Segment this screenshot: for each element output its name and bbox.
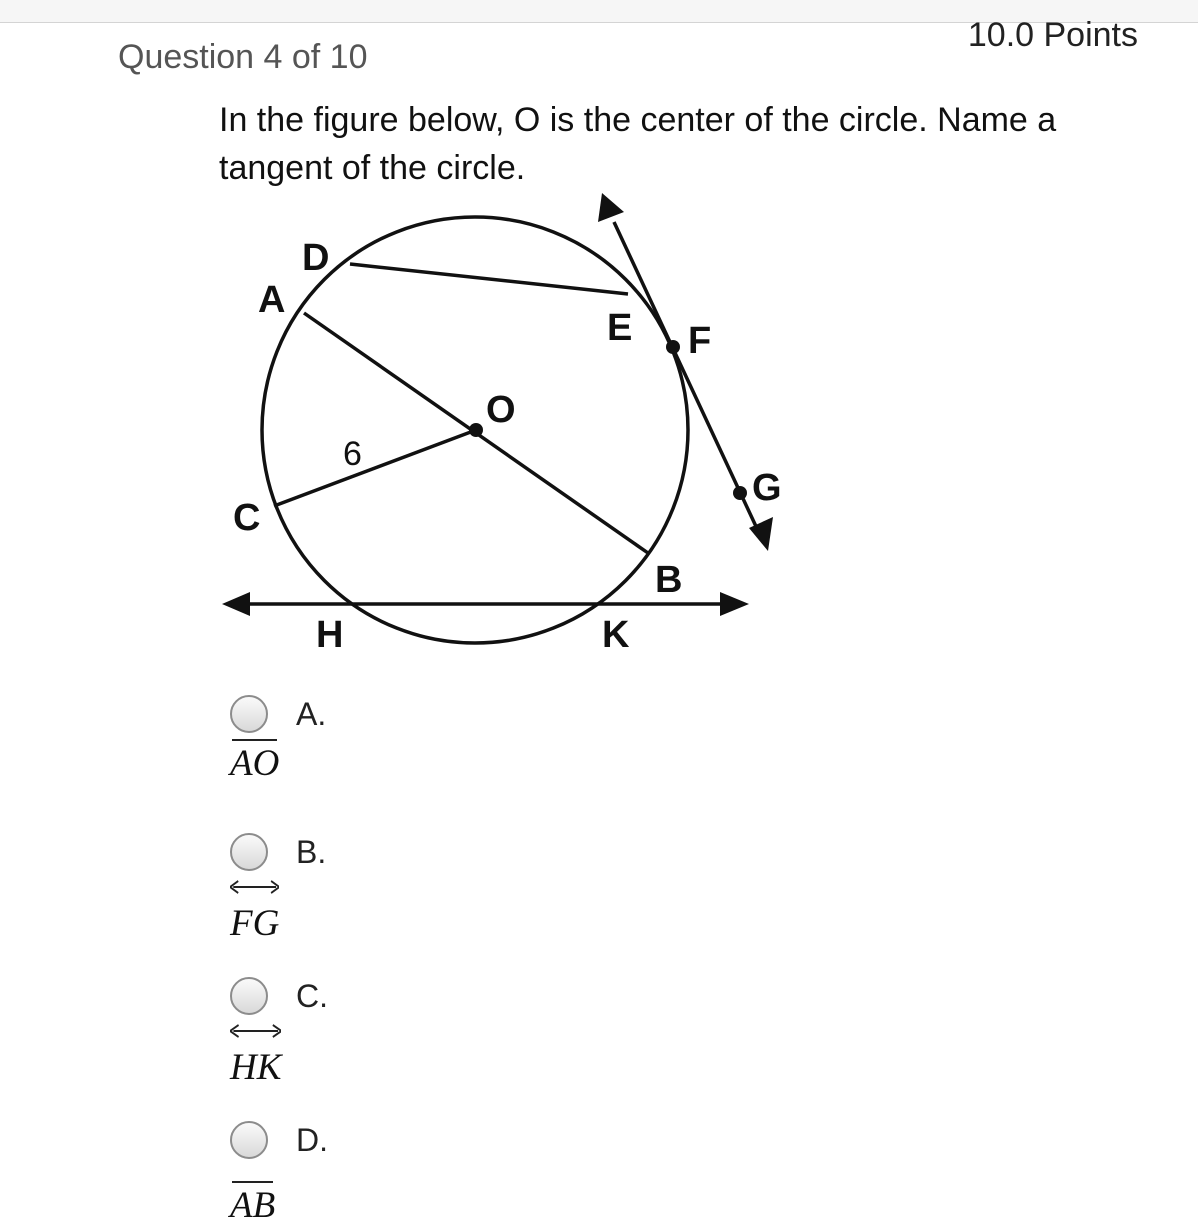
label-h: H xyxy=(316,614,344,656)
point-g xyxy=(733,486,747,500)
line-overarrow xyxy=(230,1022,281,1040)
segment-overbar xyxy=(232,739,277,741)
point-o xyxy=(469,423,483,437)
label-b: B xyxy=(655,559,683,601)
segment-overbar xyxy=(232,1181,273,1183)
option-c-answer: HK xyxy=(230,1046,281,1089)
label-d: D xyxy=(302,237,330,279)
option-a-letter: A. xyxy=(296,695,327,732)
arrowhead-top xyxy=(598,193,624,222)
question-prompt: In the figure below, O is the center of the circle. Name a tangent of the circle. xyxy=(219,101,1057,187)
radio-option-b[interactable] xyxy=(230,833,268,871)
chord-de xyxy=(350,264,628,294)
point-f xyxy=(666,340,680,354)
radio-option-d[interactable] xyxy=(230,1121,268,1159)
label-e: E xyxy=(607,307,633,349)
question-number: Question 4 of 10 xyxy=(118,38,368,76)
arrowhead-right xyxy=(720,592,749,616)
line-overarrow xyxy=(230,878,279,896)
option-d-answer: AB xyxy=(230,1184,275,1227)
label-o: O xyxy=(486,389,516,431)
label-k: K xyxy=(602,614,630,656)
option-c-letter: C. xyxy=(296,977,328,1014)
label-f: F xyxy=(688,320,712,362)
answer-option-b[interactable] xyxy=(230,830,326,945)
answer-option-d[interactable] xyxy=(230,1118,328,1227)
option-a-answer: AO xyxy=(230,742,279,785)
label-g: G xyxy=(752,467,782,509)
radius-oc xyxy=(274,430,476,506)
option-b-answer: FG xyxy=(230,902,279,945)
geometry-figure xyxy=(200,185,820,665)
answer-option-c[interactable] xyxy=(230,974,328,1089)
radius-length-label: 6 xyxy=(343,435,362,473)
question-points: 10.0 Points xyxy=(967,16,1138,54)
option-d-letter: D. xyxy=(296,1121,328,1158)
answer-option-a[interactable] xyxy=(230,692,326,785)
option-b-letter: B. xyxy=(296,833,327,870)
label-a: A xyxy=(258,279,286,321)
arrowhead-left xyxy=(222,592,250,616)
radio-option-c[interactable] xyxy=(230,977,268,1015)
radio-option-a[interactable] xyxy=(230,695,268,733)
label-c: C xyxy=(233,497,261,539)
